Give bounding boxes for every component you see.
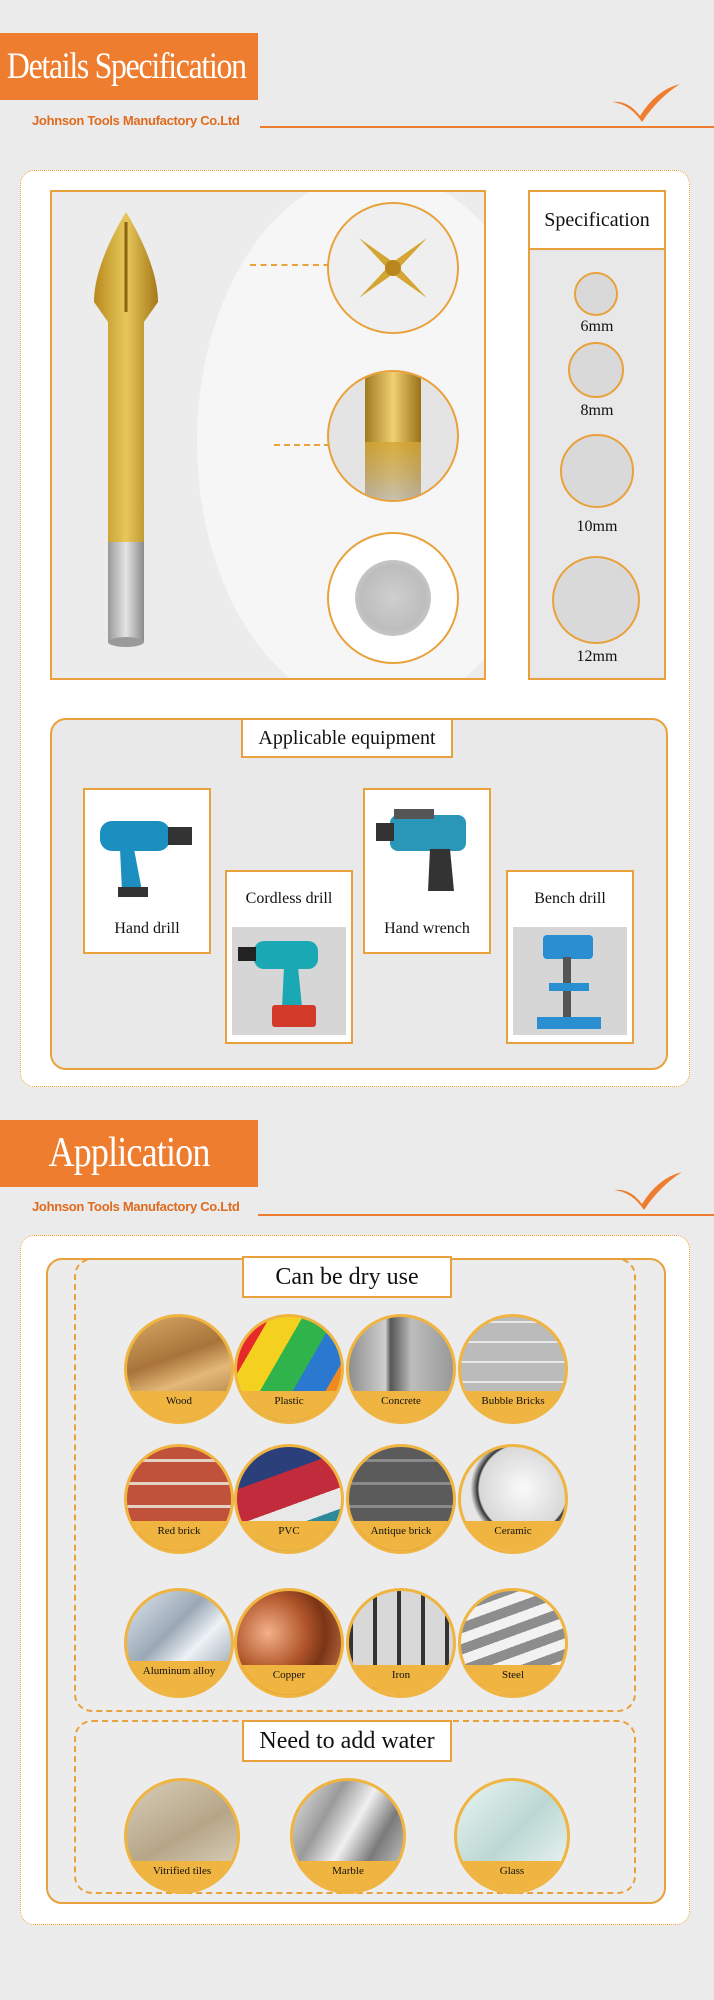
material-label: Steel: [461, 1665, 565, 1695]
details-divider: [260, 126, 714, 128]
details-banner: [0, 33, 258, 100]
material-label: Glass: [457, 1861, 567, 1891]
material-label: Plastic: [237, 1391, 341, 1421]
equipment-label: Bench drill: [534, 890, 606, 907]
equipment-label: Cordless drill: [245, 890, 333, 907]
equipment-card-hand-drill: [83, 788, 211, 954]
equipment-card-bench-drill: [506, 870, 634, 1044]
detail-circle-end: [327, 532, 459, 664]
spec-circle-6mm: [574, 272, 618, 316]
material-iron: [346, 1588, 456, 1698]
material-wood: [124, 1314, 234, 1424]
application-banner: [0, 1120, 258, 1187]
material-antique-brick: [346, 1444, 456, 1554]
spec-label-6mm: 6mm: [580, 318, 614, 335]
spec-circle-10mm: [560, 434, 634, 508]
application-company-name: Johnson Tools Manufactory Co.Ltd: [32, 1199, 240, 1214]
material-label: Vitrified tiles: [127, 1861, 237, 1891]
equipment-card-cordless-drill: [225, 870, 353, 1044]
equipment-title: Applicable equipment: [258, 727, 436, 749]
material-bubble-bricks: [458, 1314, 568, 1424]
spec-circle-8mm: [568, 342, 624, 398]
material-label: Red brick: [127, 1521, 231, 1551]
drill-end-closeup: [355, 560, 431, 636]
detail-circle-shank: [327, 370, 459, 502]
dry-use-title: Can be dry use: [275, 1264, 419, 1290]
material-label: Wood: [127, 1391, 231, 1421]
spec-circle-12mm: [552, 556, 640, 644]
spec-label-10mm: 10mm: [576, 518, 618, 535]
application-divider: [258, 1214, 714, 1216]
equipment-title-box: [241, 718, 453, 758]
material-red-brick: [124, 1444, 234, 1554]
bench-drill-image: [513, 927, 627, 1035]
checkmark-icon: [610, 82, 682, 122]
spec-label-12mm: 12mm: [576, 648, 618, 665]
product-image-box: [50, 190, 486, 680]
material-label: Concrete: [349, 1391, 453, 1421]
spec-title-bar: [530, 192, 664, 250]
dry-use-title-box: [242, 1256, 452, 1298]
equipment-label: Hand wrench: [384, 920, 470, 937]
equipment-label: Hand drill: [114, 920, 180, 937]
hand-drill-image: [90, 795, 204, 903]
material-copper: [234, 1588, 344, 1698]
material-plastic: [234, 1314, 344, 1424]
water-title-box: [242, 1720, 452, 1762]
detail-circle-tip: [327, 202, 459, 334]
material-label: Marble: [293, 1861, 403, 1891]
material-glass: [454, 1778, 570, 1894]
hand-wrench-image: [370, 795, 484, 903]
cordless-drill-image: [232, 927, 346, 1035]
material-concrete: [346, 1314, 456, 1424]
spec-label-8mm: 8mm: [580, 402, 614, 419]
material-marble: [290, 1778, 406, 1894]
application-banner-title: Application: [48, 1130, 210, 1176]
drill-tip-closeup: [329, 204, 457, 332]
material-label: Copper: [237, 1665, 341, 1695]
material-vitrified-tiles: [124, 1778, 240, 1894]
spec-title: Specification: [544, 209, 650, 231]
drill-bit-image: [86, 212, 166, 652]
details-company-name: Johnson Tools Manufactory Co.Ltd: [32, 113, 240, 128]
material-steel: [458, 1588, 568, 1698]
material-ceramic: [458, 1444, 568, 1554]
checkmark-icon: [612, 1170, 684, 1210]
material-label: Antique brick: [349, 1521, 453, 1551]
spec-box: [528, 190, 666, 680]
material-label: Iron: [349, 1665, 453, 1695]
equipment-card-hand-wrench: [363, 788, 491, 954]
material-aluminum-alloy: [124, 1588, 234, 1698]
material-label: Ceramic: [461, 1521, 565, 1551]
material-label: PVC: [237, 1521, 341, 1551]
details-banner-title: Details Specification: [6, 46, 246, 87]
drill-shank-closeup: [329, 372, 457, 500]
material-label: Bubble Bricks: [461, 1391, 565, 1421]
material-pvc: [234, 1444, 344, 1554]
material-label: Aluminum alloy: [127, 1661, 231, 1695]
water-title: Need to add water: [259, 1728, 435, 1754]
